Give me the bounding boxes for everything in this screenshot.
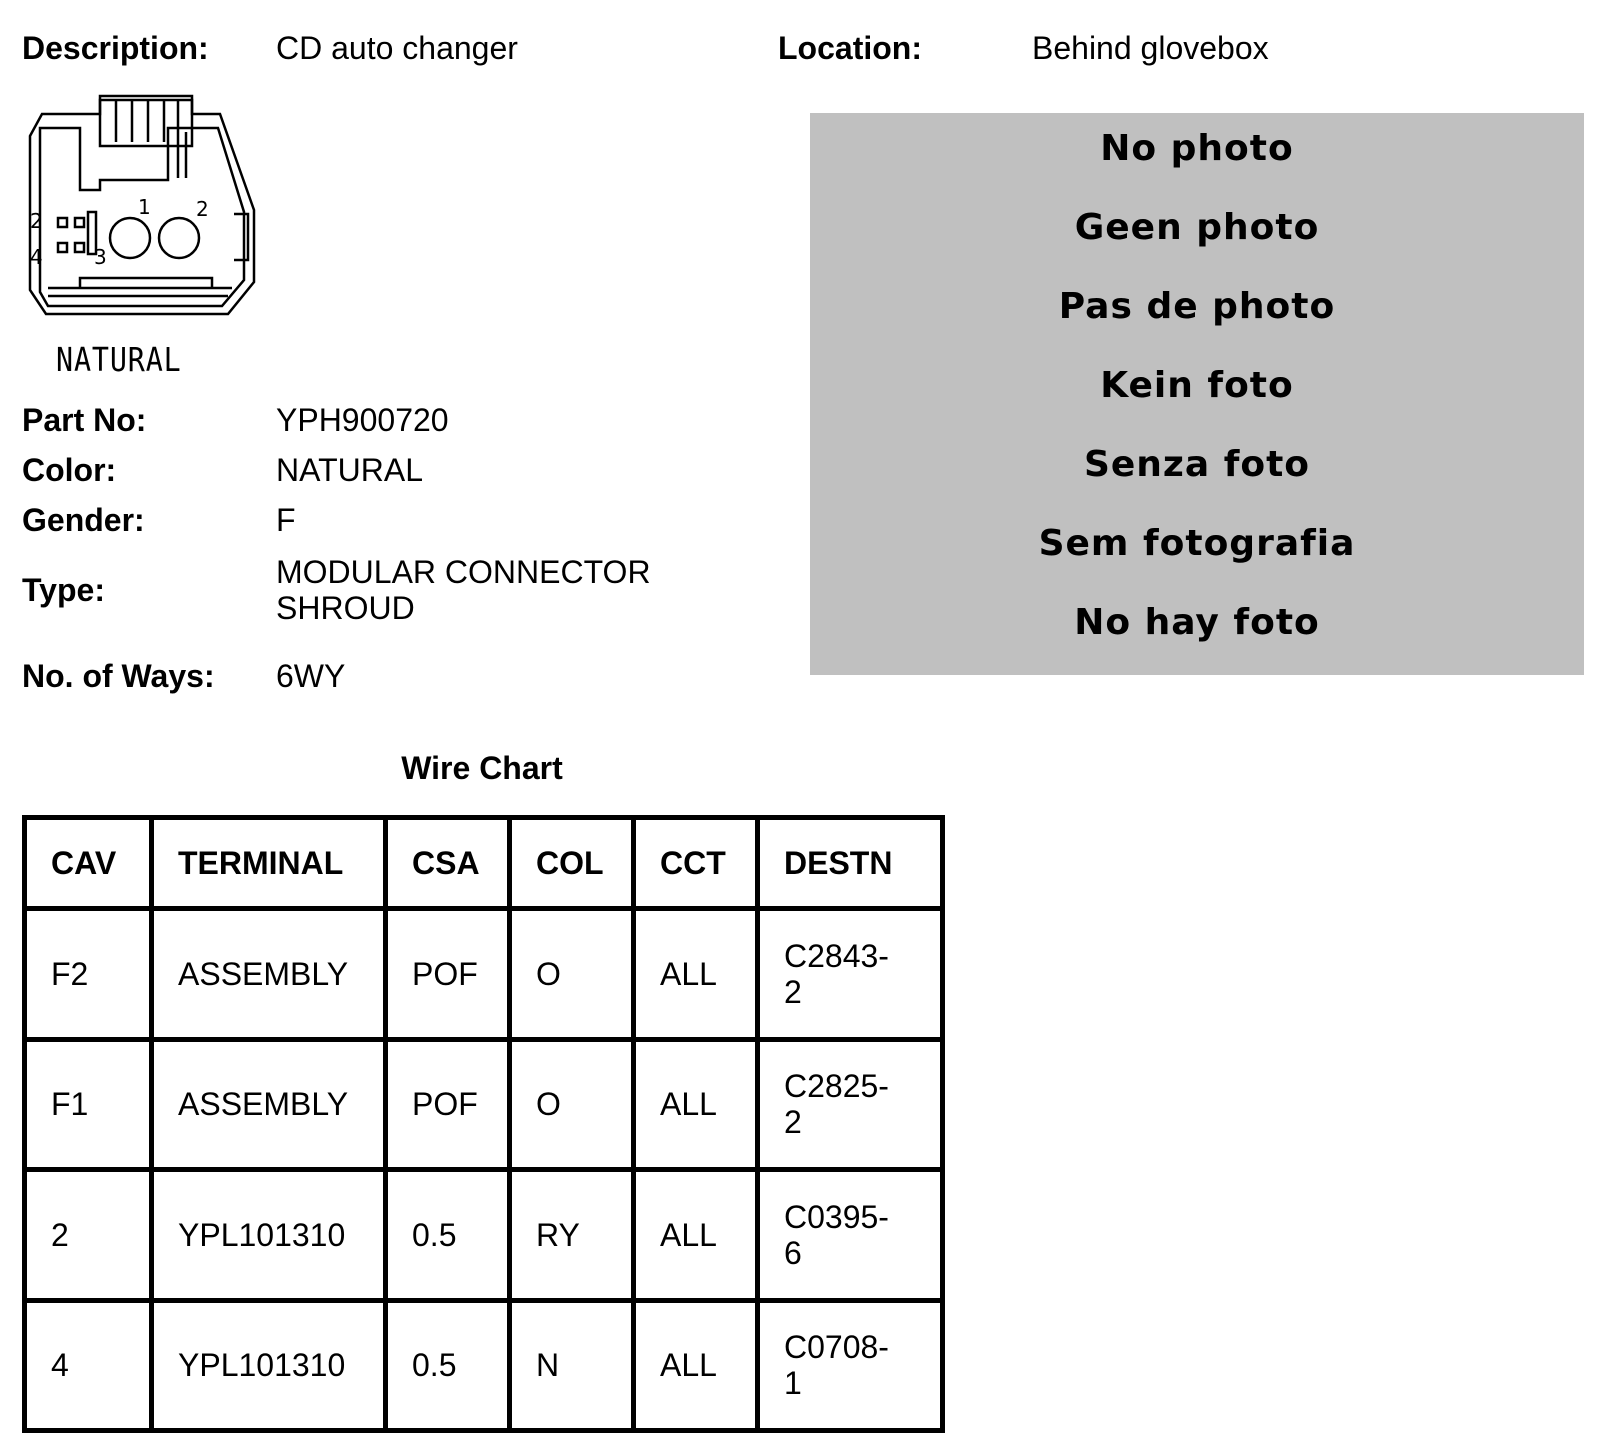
type-value-line-1: MODULAR CONNECTOR	[276, 554, 651, 590]
column-header-cct: CCT	[634, 818, 758, 909]
description-label: Description:	[22, 30, 209, 66]
column-header-col: COL	[510, 818, 634, 909]
cell-csa: 0.5	[386, 1170, 510, 1301]
photo-line-portuguese: Sem fotografia	[1038, 523, 1356, 564]
cell-col: N	[510, 1300, 634, 1431]
cell-cav: 2	[25, 1170, 152, 1301]
cell-csa: POF	[386, 1039, 510, 1170]
pin-label-2-right: 2	[196, 197, 209, 221]
part-no-value: YPH900720	[276, 402, 449, 438]
pin-label-2-left: 2	[30, 209, 43, 233]
cell-csa: 0.5	[386, 1300, 510, 1431]
table-row	[25, 909, 943, 1040]
table-row	[25, 1170, 943, 1301]
photo-line-dutch: Geen photo	[1074, 207, 1320, 248]
cell-terminal: YPL101310	[152, 1300, 386, 1431]
column-header-csa: CSA	[386, 818, 510, 909]
cell-col: O	[510, 1039, 634, 1170]
gender-label: Gender:	[22, 502, 145, 538]
cell-destn: C0708- 1	[758, 1300, 943, 1431]
cell-col: O	[510, 909, 634, 1040]
photo-line-spanish: No hay foto	[1074, 602, 1320, 643]
connector-drawing	[22, 92, 262, 328]
photo-line-english: No photo	[1100, 128, 1294, 169]
type-value-line-2: SHROUD	[276, 590, 415, 626]
table-row	[25, 1300, 943, 1431]
column-header-destn: DESTN	[758, 818, 943, 909]
cell-cct: ALL	[634, 1170, 758, 1301]
type-label: Type:	[22, 572, 105, 608]
cell-terminal: YPL101310	[152, 1170, 386, 1301]
photo-placeholder-panel	[810, 113, 1584, 675]
cell-cct: ALL	[634, 909, 758, 1040]
type-value	[276, 554, 651, 626]
column-header-terminal: TERMINAL	[152, 818, 386, 909]
table-header-row	[25, 818, 943, 909]
pin-label-4: 4	[30, 245, 43, 269]
cell-terminal: ASSEMBLY	[152, 909, 386, 1040]
connector-color-caption: NATURAL	[56, 340, 182, 379]
color-value: NATURAL	[276, 452, 423, 488]
cell-cav: F2	[25, 909, 152, 1040]
cell-cav: F1	[25, 1039, 152, 1170]
cell-destn: C0395- 6	[758, 1170, 943, 1301]
pin-label-3: 3	[94, 245, 107, 269]
wire-chart-table	[22, 815, 945, 1433]
ways-value: 6WY	[276, 658, 346, 694]
table-row	[25, 1039, 943, 1170]
cell-cct: ALL	[634, 1039, 758, 1170]
wire-chart-title: Wire Chart	[401, 750, 563, 786]
cell-csa: POF	[386, 909, 510, 1040]
cell-destn: C2843- 2	[758, 909, 943, 1040]
pin-label-1: 1	[138, 195, 151, 219]
gender-value: F	[276, 502, 296, 538]
location-value: Behind glovebox	[1032, 30, 1269, 66]
location-label: Location:	[778, 30, 922, 66]
photo-line-german: Kein foto	[1100, 365, 1294, 406]
ways-label: No. of Ways:	[22, 658, 215, 694]
photo-line-italian: Senza foto	[1083, 444, 1311, 485]
cell-destn: C2825- 2	[758, 1039, 943, 1170]
cell-col: RY	[510, 1170, 634, 1301]
cell-terminal: ASSEMBLY	[152, 1039, 386, 1170]
column-header-cav: CAV	[25, 818, 152, 909]
photo-line-french: Pas de photo	[1058, 286, 1336, 327]
cell-cct: ALL	[634, 1300, 758, 1431]
description-value: CD auto changer	[276, 30, 518, 66]
cell-cav: 4	[25, 1300, 152, 1431]
color-label: Color:	[22, 452, 117, 488]
part-no-label: Part No:	[22, 402, 147, 438]
